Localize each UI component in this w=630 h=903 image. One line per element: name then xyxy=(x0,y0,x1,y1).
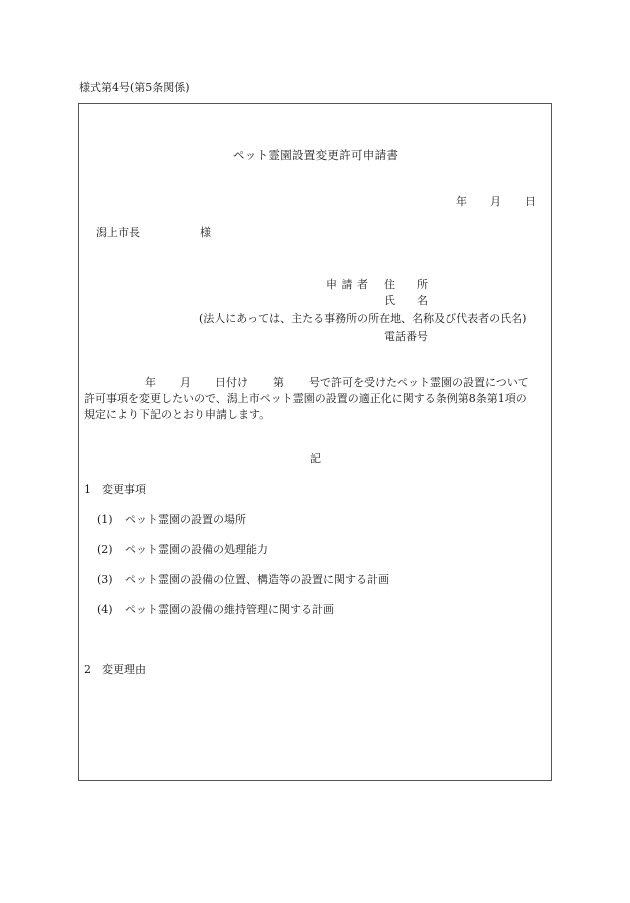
body-line3: 規定により下記のとおり申請します。 xyxy=(84,408,271,421)
document-title: ペット霊園設置変更許可申請書 xyxy=(233,148,399,162)
item1-number: (1) xyxy=(97,513,113,526)
item3-text: ペット霊園の設備の位置、構造等の設置に関する計画 xyxy=(125,573,389,586)
body-line2: 許可事項を変更したいので、潟上市ペット霊園の設置の適正化に関する条例第8条第1項の xyxy=(84,392,527,405)
item4-number: (4) xyxy=(97,603,113,616)
section2-number: 2 xyxy=(84,663,91,676)
item4-text: ペット霊園の設備の維持管理に関する計画 xyxy=(125,603,334,616)
corporation-note: (法人にあっては、主たる事務所の所在地、名称及び代表者の氏名) xyxy=(199,312,527,325)
item2-number: (2) xyxy=(97,543,113,556)
name-label: 氏 名 xyxy=(384,294,428,307)
body-year: 年 xyxy=(145,376,156,389)
form-number-label: 様式第4号(第5条関係) xyxy=(79,81,190,94)
section2-heading: 変更理由 xyxy=(102,663,146,676)
date-day-label: 日 xyxy=(525,195,536,208)
item3-number: (3) xyxy=(97,573,113,586)
phone-label: 電話番号 xyxy=(384,330,428,343)
section1-number: 1 xyxy=(84,483,91,496)
date-year-label: 年 xyxy=(456,195,467,208)
address-label: 住 所 xyxy=(384,278,428,291)
section1-heading: 変更事項 xyxy=(102,483,146,496)
body-line1: 号で許可を受けたペット霊園の設置について xyxy=(309,376,529,389)
applicant-label: 申 請 者 xyxy=(326,278,369,291)
addressee-name: 潟上市長 xyxy=(96,226,140,239)
addressee-honorific: 様 xyxy=(200,226,211,239)
ki-heading: 記 xyxy=(310,452,321,465)
item1-text: ペット霊園の設置の場所 xyxy=(125,513,246,526)
form-frame xyxy=(78,103,552,781)
body-month: 月 xyxy=(180,376,191,389)
body-number-prefix: 第 xyxy=(273,376,284,389)
date-month-label: 月 xyxy=(490,195,501,208)
item2-text: ペット霊園の設備の処理能力 xyxy=(125,543,268,556)
body-dated: 日付け xyxy=(215,376,248,389)
